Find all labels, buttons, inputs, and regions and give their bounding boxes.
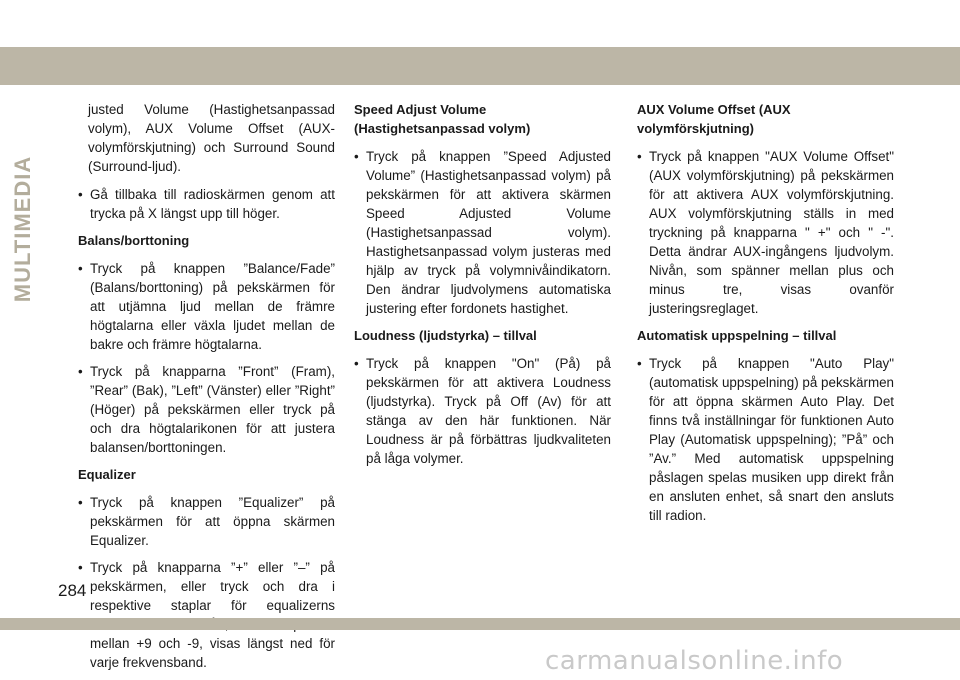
section-heading: Equalizer (78, 467, 136, 482)
bullet-item: • Tryck på knapparna ”+” eller ”–” på pekskärmen, eller tryck och dra i respektive staplar för equalizerns mellan +9 och -9, visas längst ned för varje frekvensband. (78, 560, 335, 670)
bullet-item: • Tryck på knappen "Auto Play" (automatisk uppspelning) på pekskärmen för att öppna skärmen Auto Play. Det finns två inställningar för funktionen Auto Play (Automatisk uppspelning); ”På” och ”Av.” Med automatisk uppspelning påslagen spelas musiken upp direkt från en ansluten enhet, så snart den ansluts till radion. (637, 356, 894, 523)
bullet-dot: • (78, 560, 83, 575)
bullet-dot: • (78, 495, 83, 510)
bullet-dot: • (78, 187, 83, 202)
bullet-dot: • (78, 364, 83, 379)
bullet-item: • Gå tillbaka till radioskärmen genom att trycka på X längst upp till höger. (78, 187, 335, 221)
bullet-item: • Tryck på knappen ”Balance/Fade” (Balans/borttoning) på pekskärmen för att utjämna ljud mellan de främre högtalarna eller växla ljudet mellan de bakre och främre högtalarna. (78, 261, 335, 352)
bullet-item: • Tryck på knappen ”Speed Adjusted Volume” (Hastighetsanpassad volym) på pekskärmen för att aktivera skärmen Speed Adjusted Volume (Hastighetsanpassad volym). Hastighetsanpassad volym justeras med hjälp av tryck på volymnivåindikatorn. Den ändrar ljudvolymens automatiska justering efter fordonets hastighet. (354, 149, 611, 316)
bullet-dot: • (354, 356, 359, 371)
column-2 (354, 100, 611, 476)
section-heading: Loudness (ljudstyrka) – tillval (354, 328, 537, 343)
page-number: 284 (58, 581, 87, 600)
bullet-item: • Tryck på knappen "AUX Volume Offset" (AUX volymförskjutning) på pekskärmen för att aktivera AUX volymförskjutning. AUX volymförskjutning ställs in med tryckning på knapparna " +" och " -". Detta ändrar AUX-ingångens ljudvolym. Nivån, som spänner mellan plus och minus tre, visas ovanför justeringsreglaget. (637, 149, 894, 316)
bullet-dot: • (637, 356, 642, 371)
bullet-item: • Tryck på knappen ”Equalizer” på pekskärmen för att öppna skärmen Equalizer. (78, 495, 335, 548)
section-label: MULTIMEDIA (10, 155, 35, 303)
bullet-item: • Tryck på knappen "On" (På) på pekskärmen för att aktivera Loudness (ljudstyrka). Tryck på Off (Av) för att stänga av den här funktionen. När Loudness är på förbättras ljudkvaliteten på låga volymer. (354, 356, 611, 466)
section-heading: Speed Adjust Volume (Hastighetsanpassad volym) (354, 102, 531, 136)
bullet-dot: • (354, 149, 359, 164)
bullet-item: • Tryck på knapparna ”Front” (Fram), ”Rear” (Bak), ”Left” (Vänster) eller ”Right” (Höger) på pekskärmen eller tryck på och dra högtalarikonen för att justera balansen/borttoningen. (78, 364, 335, 455)
footer-band (0, 618, 960, 630)
section-heading: AUX Volume Offset (AUX volymförskjutning) (637, 102, 791, 136)
column-1 (78, 100, 335, 680)
bullet-dot: • (78, 261, 83, 276)
header-band (0, 47, 960, 85)
bullet-dot: • (637, 149, 642, 164)
section-heading: Automatisk uppspelning – tillval (637, 328, 837, 343)
section-heading: Balans/borttoning (78, 233, 190, 248)
paragraph-continued: justed Volume (Hastighetsanpassad volym), AUX Volume Offset (AUX-volymförskjutning) och Surround Sound (Surround-ljud). (88, 102, 335, 174)
column-3 (637, 100, 894, 533)
watermark: carmanualsonline.info (545, 646, 844, 676)
